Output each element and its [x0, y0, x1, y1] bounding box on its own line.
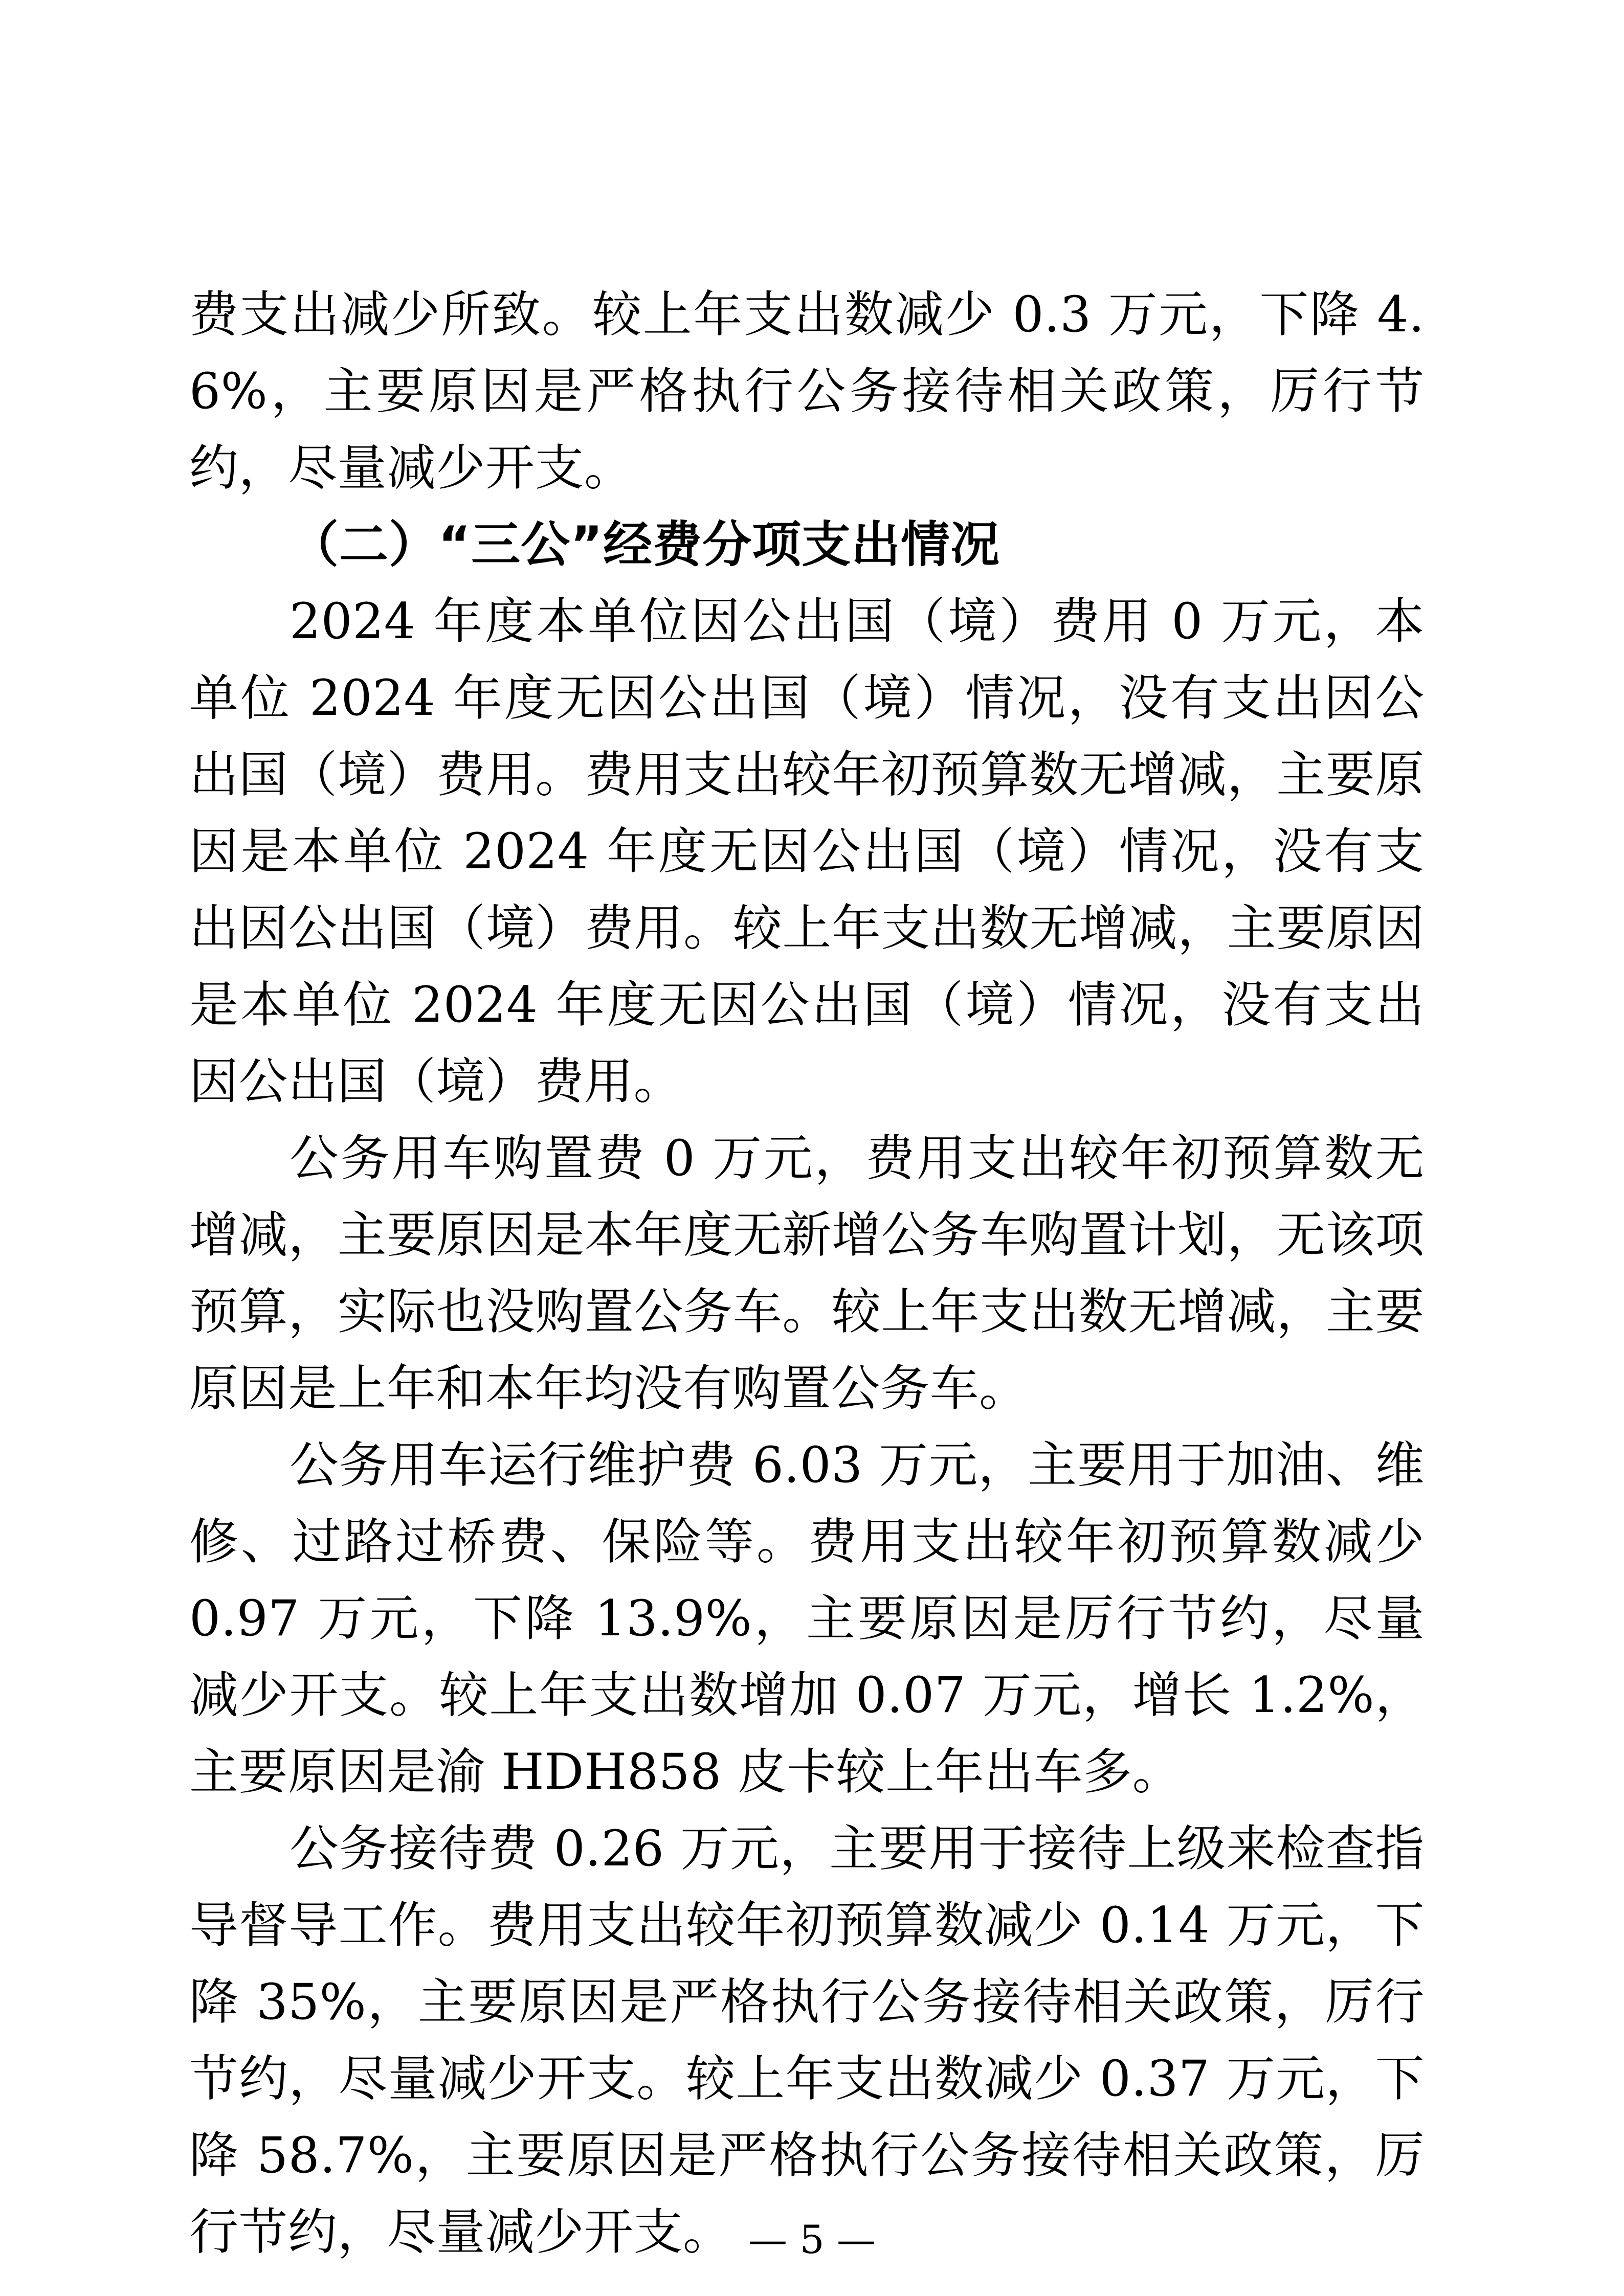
- document-text-body: [189, 276, 1425, 2270]
- paragraph-vehicle-purchase-expense: 公务用车购置费 0 万元，费用支出较年初预算数无增减，主要原因是本年度无新增公务车购置计划，无该项预算，实际也没购置公务车。较上年支出数无增减，主要原因是上年和本年均没有购置公务车。: [189, 1130, 1425, 1417]
- paragraph-vehicle-operation-maintenance-expense: 公务用车运行维护费 6.03 万元，主要用于加油、维修、过路过桥费、保险等。费用支出较年初预算数减少 0.97 万元，下降 13.9%，主要原因是厉行节约，尽量减少开支。较上年支出数增加 0.07 万元，增长 1.2%，主要原因是渝 HDH858 皮卡较上年出车多。: [189, 1436, 1425, 1800]
- paragraph-official-reception-expense: 公务接待费 0.26 万元，主要用于接待上级来检查指导督导工作。费用支出较年初预算数减少 0.14 万元，下降 35%，主要原因是严格执行公务接待相关政策，厉行节约，尽量减少开支。较上年支出数减少 0.37 万元，下降 58.7%，主要原因是严格执行公务接待相关政策，厉行节约，尽量减少开支。: [189, 1820, 1425, 2261]
- paragraph-official-reception-continuation: 费支出减少所致。较上年支出数减少 0.3 万元，下降 4.6%，主要原因是严格执行公务接待相关政策，厉行节约，尽量减少开支。: [189, 286, 1425, 497]
- page-number: — 5 —: [748, 2217, 876, 2262]
- heading-sangong-itemized-expenditure: （二）“三公”经费分项支出情况: [290, 516, 1000, 573]
- paragraph-overseas-travel-expense: 2024 年度本单位因公出国（境）费用 0 万元，本单位 2024 年度无因公出国（境）情况，没有支出因公出国（境）费用。费用支出较年初预算数无增减，主要原因是本单位 2024 年度无因公出国（境）情况，没有支出因公出国（境）费用。较上年支出数无增减，主要原因是本单位 2024 年度无因公出国（境）情况，没有支出因公出国（境）费用。: [189, 593, 1425, 1110]
